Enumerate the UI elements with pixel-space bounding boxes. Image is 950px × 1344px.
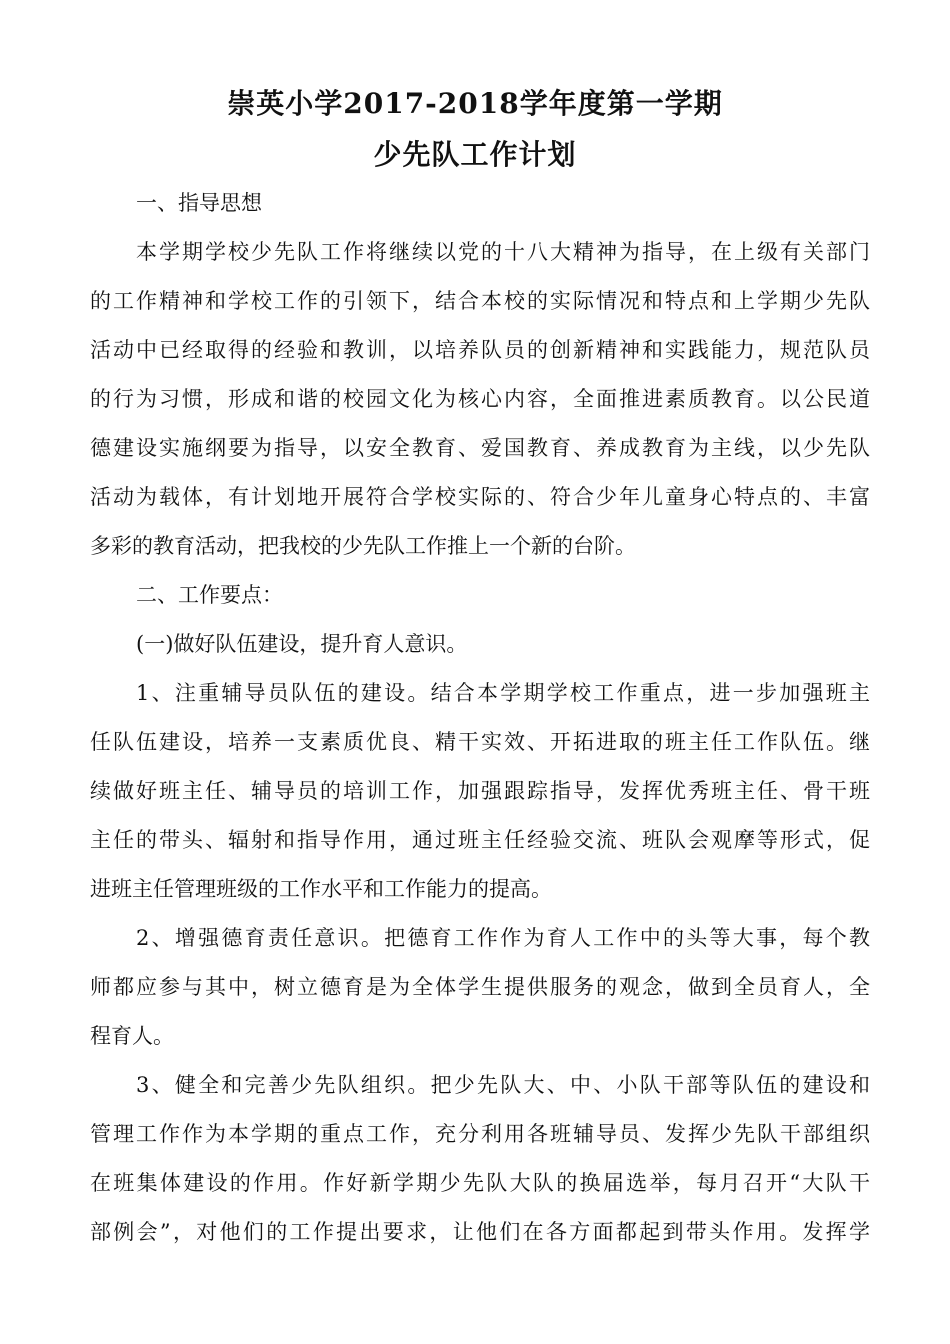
paragraph-line: 2、增强德育责任意识。把德育工作作为育人工作中的头等大事，每个教 [136,926,870,950]
paragraph-line: 管理工作作为本学期的重点工作，充分利用各班辅导员、发挥少先队干部组织 [90,1122,870,1146]
paragraph-line: 活动为载体，有计划地开展符合学校实际的、符合少年儿童身心特点的、丰富 [90,485,870,509]
document-title: 崇英小学2017-2018学年度第一学期 [227,87,723,120]
paragraph-line: 程育人。 [90,1024,174,1048]
paragraph-line: 的工作精神和学校工作的引领下，结合本校的实际情况和特点和上学期少先队 [90,289,870,313]
paragraph-line: 3、健全和完善少先队组织。把少先队大、中、小队干部等队伍的建设和 [136,1073,870,1097]
paragraph-line: 德建设实施纲要为指导，以安全教育、爱国教育、养成教育为主线，以少先队 [90,436,870,460]
paragraph-line: 活动中已经取得的经验和教训，以培养队员的创新精神和实践能力，规范队员 [90,338,870,362]
paragraph-line: 1、注重辅导员队伍的建设。结合本学期学校工作重点，进一步加强班主 [136,681,870,705]
paragraph-line: 续做好班主任、辅导员的培训工作，加强跟踪指导，发挥优秀班主任、骨干班 [90,779,870,803]
document-subtitle: 少先队工作计划 [373,138,577,171]
paragraph-line: 师都应参与其中，树立德育是为全体学生提供服务的观念，做到全员育人，全 [90,975,870,999]
section-heading-work-points: 二、工作要点： [136,583,283,607]
paragraph-line: 在班集体建设的作用。作好新学期少先队大队的换届选举，每月召开“大队干 [90,1171,870,1195]
paragraph-line: 多彩的教育活动，把我校的少先队工作推上一个新的台阶。 [90,534,636,558]
section-heading-guiding-ideology: 一、指导思想 [136,191,262,215]
subsection-heading: (一)做好队伍建设，提升育人意识。 [136,632,468,656]
paragraph-line: 任队伍建设，培养一支素质优良、精干实效、开拓进取的班主任工作队伍。继 [90,730,870,754]
paragraph-line: 本学期学校少先队工作将继续以党的十八大精神为指导，在上级有关部门 [136,240,870,264]
paragraph-line: 的行为习惯，形成和谐的校园文化为核心内容，全面推进素质教育。以公民道 [90,387,870,411]
paragraph-line: 部例会”，对他们的工作提出要求，让他们在各方面都起到带头作用。发挥学 [90,1220,870,1244]
paragraph-line: 主任的带头、辐射和指导作用，通过班主任经验交流、班队会观摩等形式，促 [90,828,870,852]
paragraph-line: 进班主任管理班级的工作水平和工作能力的提高。 [90,877,552,901]
